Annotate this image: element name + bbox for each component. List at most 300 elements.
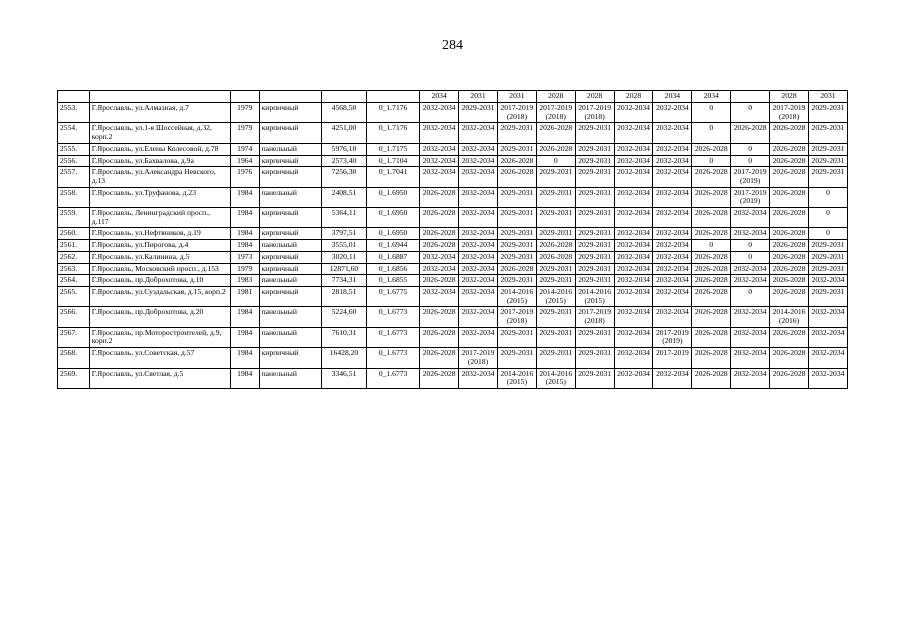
- table-cell: 2014-2016 (2016): [770, 307, 809, 327]
- table-cell: панельный: [259, 368, 321, 388]
- table-cell: 2026-2028: [770, 368, 809, 388]
- table-cell: 2029-2031: [808, 286, 847, 306]
- table-cell: 2032-2034: [614, 275, 653, 287]
- table-cell: 2032-2034: [459, 155, 498, 167]
- table-cell: 0_1.6856: [367, 263, 420, 275]
- table-cell: 0_1.6944: [367, 240, 420, 252]
- table-cell: 2029-2031: [808, 155, 847, 167]
- table-cell: 2026-2028: [420, 275, 459, 287]
- table-cell: 2026-2028: [536, 240, 575, 252]
- table-cell: 2032-2034: [614, 208, 653, 228]
- table-cell: панельный: [259, 307, 321, 327]
- table-cell: 2032-2034: [653, 286, 692, 306]
- table-cell: 2032-2034: [420, 103, 459, 123]
- table-cell: кирпичный: [259, 263, 321, 275]
- table-cell: кирпичный: [259, 155, 321, 167]
- table-row: [58, 167, 848, 187]
- table-cell: 2818,51: [321, 286, 366, 306]
- table-cell: 2032-2034: [420, 155, 459, 167]
- table-cell: 2026-2028: [420, 240, 459, 252]
- table-row: [58, 187, 848, 207]
- table-cell: 2026-2028: [692, 208, 731, 228]
- table-cell: 2032-2034: [459, 307, 498, 327]
- table-cell: 2032-2034: [459, 228, 498, 240]
- table-cell: 2032-2034: [614, 228, 653, 240]
- table-cell: 2032-2034: [459, 263, 498, 275]
- table-cell: 2032-2034: [614, 103, 653, 123]
- row-number: 2563.: [58, 263, 90, 275]
- header-cell: 2028: [575, 91, 614, 103]
- row-number: 2566.: [58, 307, 90, 327]
- table-cell: 2026-2028: [770, 167, 809, 187]
- table-row: [58, 251, 848, 263]
- table-cell: 0: [731, 251, 770, 263]
- table-cell: 2032-2034: [459, 327, 498, 347]
- table-cell: 0: [692, 155, 731, 167]
- address-cell: Г.Ярославль, ул.Елены Колесовой, д.78: [89, 143, 230, 155]
- table-cell: 2029-2031: [575, 263, 614, 275]
- row-number: 2568.: [58, 348, 90, 368]
- table-cell: 0_1.7041: [367, 167, 420, 187]
- table-cell: 1984: [230, 327, 259, 347]
- table-cell: 2032-2034: [808, 368, 847, 388]
- table-cell: 2032-2034: [420, 251, 459, 263]
- table-cell: 2032-2034: [459, 123, 498, 143]
- table-cell: 2029-2031: [575, 143, 614, 155]
- table-cell: 2032-2034: [653, 167, 692, 187]
- table-cell: 2014-2016 (2015): [497, 286, 536, 306]
- table-cell: 2017-2019 (2018): [459, 348, 498, 368]
- table-cell: 0_1.6855: [367, 275, 420, 287]
- header-cell: 2034: [692, 91, 731, 103]
- table-cell: 2032-2034: [653, 263, 692, 275]
- table-cell: 2014-2016 (2015): [536, 286, 575, 306]
- table-cell: 2026-2028: [770, 240, 809, 252]
- table-cell: 2026-2028: [770, 123, 809, 143]
- table-cell: 2029-2031: [575, 208, 614, 228]
- header-cell: [230, 91, 259, 103]
- table-cell: 1979: [230, 123, 259, 143]
- table-cell: 12871,60: [321, 263, 366, 275]
- header-cell: [89, 91, 230, 103]
- table-cell: 2032-2034: [614, 167, 653, 187]
- table-cell: 0_1.7176: [367, 103, 420, 123]
- table-cell: 2014-2016 (2015): [575, 286, 614, 306]
- table-cell: 2032-2034: [459, 251, 498, 263]
- table-cell: 2029-2031: [808, 103, 847, 123]
- table-cell: 2026-2028: [692, 187, 731, 207]
- table-cell: 2029-2031: [536, 275, 575, 287]
- header-cell: [367, 91, 420, 103]
- table-cell: 2026-2028: [770, 263, 809, 275]
- table-cell: 2026-2028: [770, 348, 809, 368]
- table-cell: 2029-2031: [808, 263, 847, 275]
- header-cell: [259, 91, 321, 103]
- table-row: [58, 348, 848, 368]
- table-cell: 2029-2031: [536, 327, 575, 347]
- table-cell: 2029-2031: [575, 123, 614, 143]
- table-cell: 2017-2019 (2019): [653, 327, 692, 347]
- table-cell: 1983: [230, 275, 259, 287]
- table-cell: 0_1.7104: [367, 155, 420, 167]
- table-cell: 2017-2019 (2018): [536, 103, 575, 123]
- table-cell: 2573,40: [321, 155, 366, 167]
- table-cell: 2029-2031: [536, 263, 575, 275]
- table-cell: 1984: [230, 228, 259, 240]
- table-cell: 0_1.6950: [367, 228, 420, 240]
- address-cell: Г.Ярославль, ул.Александра Невского, д.13: [89, 167, 230, 187]
- table-cell: 3346,51: [321, 368, 366, 388]
- header-cell: 2031: [459, 91, 498, 103]
- table-cell: 0: [808, 208, 847, 228]
- table-cell: 0_1.6950: [367, 208, 420, 228]
- row-number: 2560.: [58, 228, 90, 240]
- table-cell: 2032-2034: [731, 307, 770, 327]
- table-cell: 2032-2034: [420, 123, 459, 143]
- table-cell: 2032-2034: [653, 123, 692, 143]
- table-cell: 2026-2028: [692, 368, 731, 388]
- table-cell: 0: [731, 240, 770, 252]
- table-cell: 2032-2034: [731, 348, 770, 368]
- table-cell: 2029-2031: [536, 348, 575, 368]
- row-number: 2555.: [58, 143, 90, 155]
- table-cell: 2029-2031: [575, 275, 614, 287]
- table-row: [58, 155, 848, 167]
- table-cell: 2032-2034: [459, 368, 498, 388]
- table-cell: 2026-2028: [420, 208, 459, 228]
- table-cell: 1984: [230, 187, 259, 207]
- table-cell: 2032-2034: [459, 286, 498, 306]
- address-cell: Г.Ярославль, Московский просп., д.153: [89, 263, 230, 275]
- address-cell: Г.Ярославль, ул.Суздальская, д.15, корп.2: [89, 286, 230, 306]
- table-cell: 1984: [230, 368, 259, 388]
- table-cell: 2029-2031: [575, 167, 614, 187]
- address-cell: Г.Ярославль, ул.Алмазная, д.7: [89, 103, 230, 123]
- table-cell: 2026-2028: [536, 143, 575, 155]
- table-cell: 0: [536, 155, 575, 167]
- table-cell: 2029-2031: [536, 167, 575, 187]
- table-cell: 0_1.6773: [367, 368, 420, 388]
- table-cell: 3555,01: [321, 240, 366, 252]
- row-number: 2565.: [58, 286, 90, 306]
- table-cell: 2017-2019 (2018): [575, 103, 614, 123]
- table-cell: 2017-2019 (2018): [497, 307, 536, 327]
- row-number: 2562.: [58, 251, 90, 263]
- table-cell: 2029-2031: [536, 307, 575, 327]
- table-cell: 2017-2019: [653, 348, 692, 368]
- table-cell: 2029-2031: [536, 187, 575, 207]
- table-cell: 2026-2028: [692, 263, 731, 275]
- table-cell: 2029-2031: [497, 187, 536, 207]
- table-cell: 2032-2034: [614, 187, 653, 207]
- table-cell: 1984: [230, 240, 259, 252]
- table-cell: 7610,31: [321, 327, 366, 347]
- table-cell: 2026-2028: [770, 228, 809, 240]
- header-cell: [58, 91, 90, 103]
- table-cell: 2026-2028: [420, 187, 459, 207]
- row-number: 2569.: [58, 368, 90, 388]
- address-cell: Г.Ярославль, пр.Моторостроителей, д.9, корп.2: [89, 327, 230, 347]
- table-cell: 2029-2031: [497, 251, 536, 263]
- table-cell: 2029-2031: [575, 187, 614, 207]
- table-cell: 2032-2034: [420, 286, 459, 306]
- table-cell: 0: [692, 123, 731, 143]
- row-number: 2553.: [58, 103, 90, 123]
- header-cell: 2034: [420, 91, 459, 103]
- table-cell: 2032-2034: [459, 143, 498, 155]
- table-cell: 4568,50: [321, 103, 366, 123]
- table-cell: кирпичный: [259, 251, 321, 263]
- table-cell: 2026-2028: [770, 143, 809, 155]
- table-cell: 2029-2031: [459, 103, 498, 123]
- table-cell: 0_1.7176: [367, 123, 420, 143]
- table-cell: панельный: [259, 143, 321, 155]
- table-cell: 1964: [230, 155, 259, 167]
- table-cell: кирпичный: [259, 228, 321, 240]
- table-row: [58, 307, 848, 327]
- table-cell: 2026-2028: [770, 208, 809, 228]
- address-cell: Г.Ярославль, пр.Доброхотова, д.10: [89, 275, 230, 287]
- address-cell: Г.Ярославль, ул.Советская, д.57: [89, 348, 230, 368]
- table-cell: 2029-2031: [536, 228, 575, 240]
- table-cell: 2032-2034: [653, 208, 692, 228]
- table-cell: 2032-2034: [614, 348, 653, 368]
- table-cell: 2026-2028: [770, 275, 809, 287]
- table-cell: панельный: [259, 327, 321, 347]
- table-cell: 2032-2034: [420, 263, 459, 275]
- table-cell: 0_1.6950: [367, 187, 420, 207]
- table-cell: 2029-2031: [575, 348, 614, 368]
- table-cell: 2026-2028: [692, 307, 731, 327]
- table-cell: 2032-2034: [653, 240, 692, 252]
- table-row: [58, 123, 848, 143]
- table-cell: 2026-2028: [420, 327, 459, 347]
- table-cell: 2026-2028: [536, 251, 575, 263]
- table-cell: 2029-2031: [497, 143, 536, 155]
- table-row: [58, 103, 848, 123]
- table-cell: 2026-2028: [497, 263, 536, 275]
- table-cell: 2032-2034: [653, 307, 692, 327]
- table-cell: 5976,10: [321, 143, 366, 155]
- table-cell: 2032-2034: [731, 275, 770, 287]
- table-cell: 3797,51: [321, 228, 366, 240]
- row-number: 2556.: [58, 155, 90, 167]
- table-cell: 2032-2034: [653, 103, 692, 123]
- table-cell: 2026-2028: [420, 348, 459, 368]
- header-cell: 2034: [653, 91, 692, 103]
- table-cell: 1976: [230, 167, 259, 187]
- table-cell: 2032-2034: [731, 228, 770, 240]
- address-cell: Г.Ярославль, ул.1-я Шоссейная, д.32, корп.2: [89, 123, 230, 143]
- table-cell: 2032-2034: [731, 327, 770, 347]
- table-cell: 2032-2034: [653, 187, 692, 207]
- table-cell: 2032-2034: [614, 263, 653, 275]
- header-cell: 2028: [614, 91, 653, 103]
- table-cell: 7734,31: [321, 275, 366, 287]
- table-cell: 2026-2028: [770, 327, 809, 347]
- table-cell: 2029-2031: [808, 240, 847, 252]
- table-cell: 3020,11: [321, 251, 366, 263]
- address-cell: Г.Ярославль, ул.Бахвалова, д.9а: [89, 155, 230, 167]
- housing-table: [57, 90, 848, 389]
- table-cell: 2032-2034: [653, 155, 692, 167]
- row-number: 2559.: [58, 208, 90, 228]
- table-cell: 2032-2034: [614, 368, 653, 388]
- table-cell: 2032-2034: [459, 275, 498, 287]
- table-cell: кирпичный: [259, 286, 321, 306]
- table-cell: 0_1.6773: [367, 327, 420, 347]
- table-cell: 2032-2034: [653, 143, 692, 155]
- table-cell: 2029-2031: [497, 123, 536, 143]
- table-cell: 1979: [230, 263, 259, 275]
- header-cell: 2028: [770, 91, 809, 103]
- address-cell: Г.Ярославль, ул.Нефтяников, д.19: [89, 228, 230, 240]
- table-cell: 2029-2031: [497, 208, 536, 228]
- table-cell: 2026-2028: [770, 155, 809, 167]
- table-cell: 2026-2028: [692, 251, 731, 263]
- table-cell: 2032-2034: [420, 143, 459, 155]
- table-cell: 0: [731, 103, 770, 123]
- table-cell: 2029-2031: [497, 348, 536, 368]
- table-cell: 4251,00: [321, 123, 366, 143]
- row-number: 2561.: [58, 240, 90, 252]
- table-row: [58, 240, 848, 252]
- table-row: [58, 327, 848, 347]
- table-cell: 2026-2028: [420, 228, 459, 240]
- table-cell: 2026-2028: [692, 228, 731, 240]
- header-cell: [321, 91, 366, 103]
- table-cell: 2032-2034: [808, 327, 847, 347]
- table-cell: 2032-2034: [420, 167, 459, 187]
- table-cell: 0: [808, 228, 847, 240]
- table-cell: 2032-2034: [808, 307, 847, 327]
- table-cell: 0_1.7175: [367, 143, 420, 155]
- table-cell: 2026-2028: [692, 167, 731, 187]
- table-cell: 1979: [230, 103, 259, 123]
- table-cell: 1984: [230, 307, 259, 327]
- table-cell: 2032-2034: [653, 228, 692, 240]
- table-cell: 2017-2019 (2019): [731, 187, 770, 207]
- table-cell: 0_1.6773: [367, 307, 420, 327]
- table-cell: 0_1.6887: [367, 251, 420, 263]
- header-row: [58, 91, 848, 103]
- table-cell: 2032-2034: [459, 167, 498, 187]
- table-cell: 2029-2031: [575, 228, 614, 240]
- table-cell: кирпичный: [259, 103, 321, 123]
- table-cell: 2029-2031: [808, 251, 847, 263]
- address-cell: Г.Ярославль, ул.Калинина, д.5: [89, 251, 230, 263]
- table-cell: 2029-2031: [575, 368, 614, 388]
- table-cell: 2029-2031: [808, 123, 847, 143]
- table-cell: 2029-2031: [575, 155, 614, 167]
- table-cell: 2026-2028: [420, 307, 459, 327]
- header-cell: [731, 91, 770, 103]
- table-cell: 2026-2028: [692, 275, 731, 287]
- table-cell: 2026-2028: [497, 155, 536, 167]
- table-cell: панельный: [259, 275, 321, 287]
- table-cell: 2029-2031: [808, 167, 847, 187]
- table-body: [58, 91, 848, 389]
- table-cell: 0: [808, 187, 847, 207]
- table-cell: панельный: [259, 187, 321, 207]
- table-cell: 2026-2028: [692, 143, 731, 155]
- table-cell: 16428,20: [321, 348, 366, 368]
- table-cell: 2026-2028: [692, 327, 731, 347]
- table-cell: 5364,11: [321, 208, 366, 228]
- table-cell: кирпичный: [259, 348, 321, 368]
- table-row: [58, 286, 848, 306]
- table-cell: 2029-2031: [497, 275, 536, 287]
- row-number: 2558.: [58, 187, 90, 207]
- table-cell: 2029-2031: [497, 228, 536, 240]
- table-row: [58, 368, 848, 388]
- table-cell: 1981: [230, 286, 259, 306]
- page-number: 284: [442, 38, 463, 53]
- table-cell: 2017-2019 (2019): [731, 167, 770, 187]
- address-cell: Г.Ярославль, Ленинградский просп., д.117: [89, 208, 230, 228]
- address-cell: Г.Ярославль, ул.Пирогова, д.4: [89, 240, 230, 252]
- table-cell: 2408,51: [321, 187, 366, 207]
- table-row: [58, 263, 848, 275]
- table-cell: 2032-2034: [614, 286, 653, 306]
- table-cell: 2032-2034: [459, 187, 498, 207]
- table-cell: 7256,30: [321, 167, 366, 187]
- table-cell: 2017-2019 (2018): [575, 307, 614, 327]
- table-cell: 0: [692, 240, 731, 252]
- row-number: 2554.: [58, 123, 90, 143]
- table-cell: 2032-2034: [653, 368, 692, 388]
- table-cell: 2032-2034: [614, 251, 653, 263]
- table-cell: 2029-2031: [575, 327, 614, 347]
- table-cell: 2026-2028: [497, 167, 536, 187]
- table-row: [58, 208, 848, 228]
- table-cell: 0: [731, 143, 770, 155]
- table-cell: 2032-2034: [731, 368, 770, 388]
- table-cell: 2032-2034: [614, 155, 653, 167]
- table-cell: 2026-2028: [770, 187, 809, 207]
- table-row: [58, 228, 848, 240]
- table-cell: 2017-2019 (2018): [770, 103, 809, 123]
- table-cell: 2026-2028: [731, 123, 770, 143]
- table-cell: 2014-2016 (2015): [497, 368, 536, 388]
- table-cell: 2029-2031: [575, 251, 614, 263]
- table-cell: 2032-2034: [731, 208, 770, 228]
- header-cell: 2031: [497, 91, 536, 103]
- table-cell: 2032-2034: [653, 275, 692, 287]
- table-cell: 1984: [230, 208, 259, 228]
- row-number: 2564.: [58, 275, 90, 287]
- address-cell: Г.Ярославль, ул.Светлая, д.5: [89, 368, 230, 388]
- table-cell: 0_1.6775: [367, 286, 420, 306]
- table-cell: 2029-2031: [808, 143, 847, 155]
- table-cell: панельный: [259, 240, 321, 252]
- table-row: [58, 275, 848, 287]
- row-number: 2557.: [58, 167, 90, 187]
- table-cell: 5224,60: [321, 307, 366, 327]
- table-cell: 2032-2034: [614, 240, 653, 252]
- table-cell: 2029-2031: [497, 327, 536, 347]
- table-cell: 1974: [230, 143, 259, 155]
- table-cell: кирпичный: [259, 208, 321, 228]
- table-cell: 2032-2034: [808, 275, 847, 287]
- table-cell: 0: [731, 155, 770, 167]
- table-cell: кирпичный: [259, 123, 321, 143]
- table-cell: 1984: [230, 348, 259, 368]
- table-cell: 2032-2034: [459, 208, 498, 228]
- table-cell: 1973: [230, 251, 259, 263]
- address-cell: Г.Ярославль, пр.Доброхотова, д.20: [89, 307, 230, 327]
- table-cell: 2032-2034: [614, 307, 653, 327]
